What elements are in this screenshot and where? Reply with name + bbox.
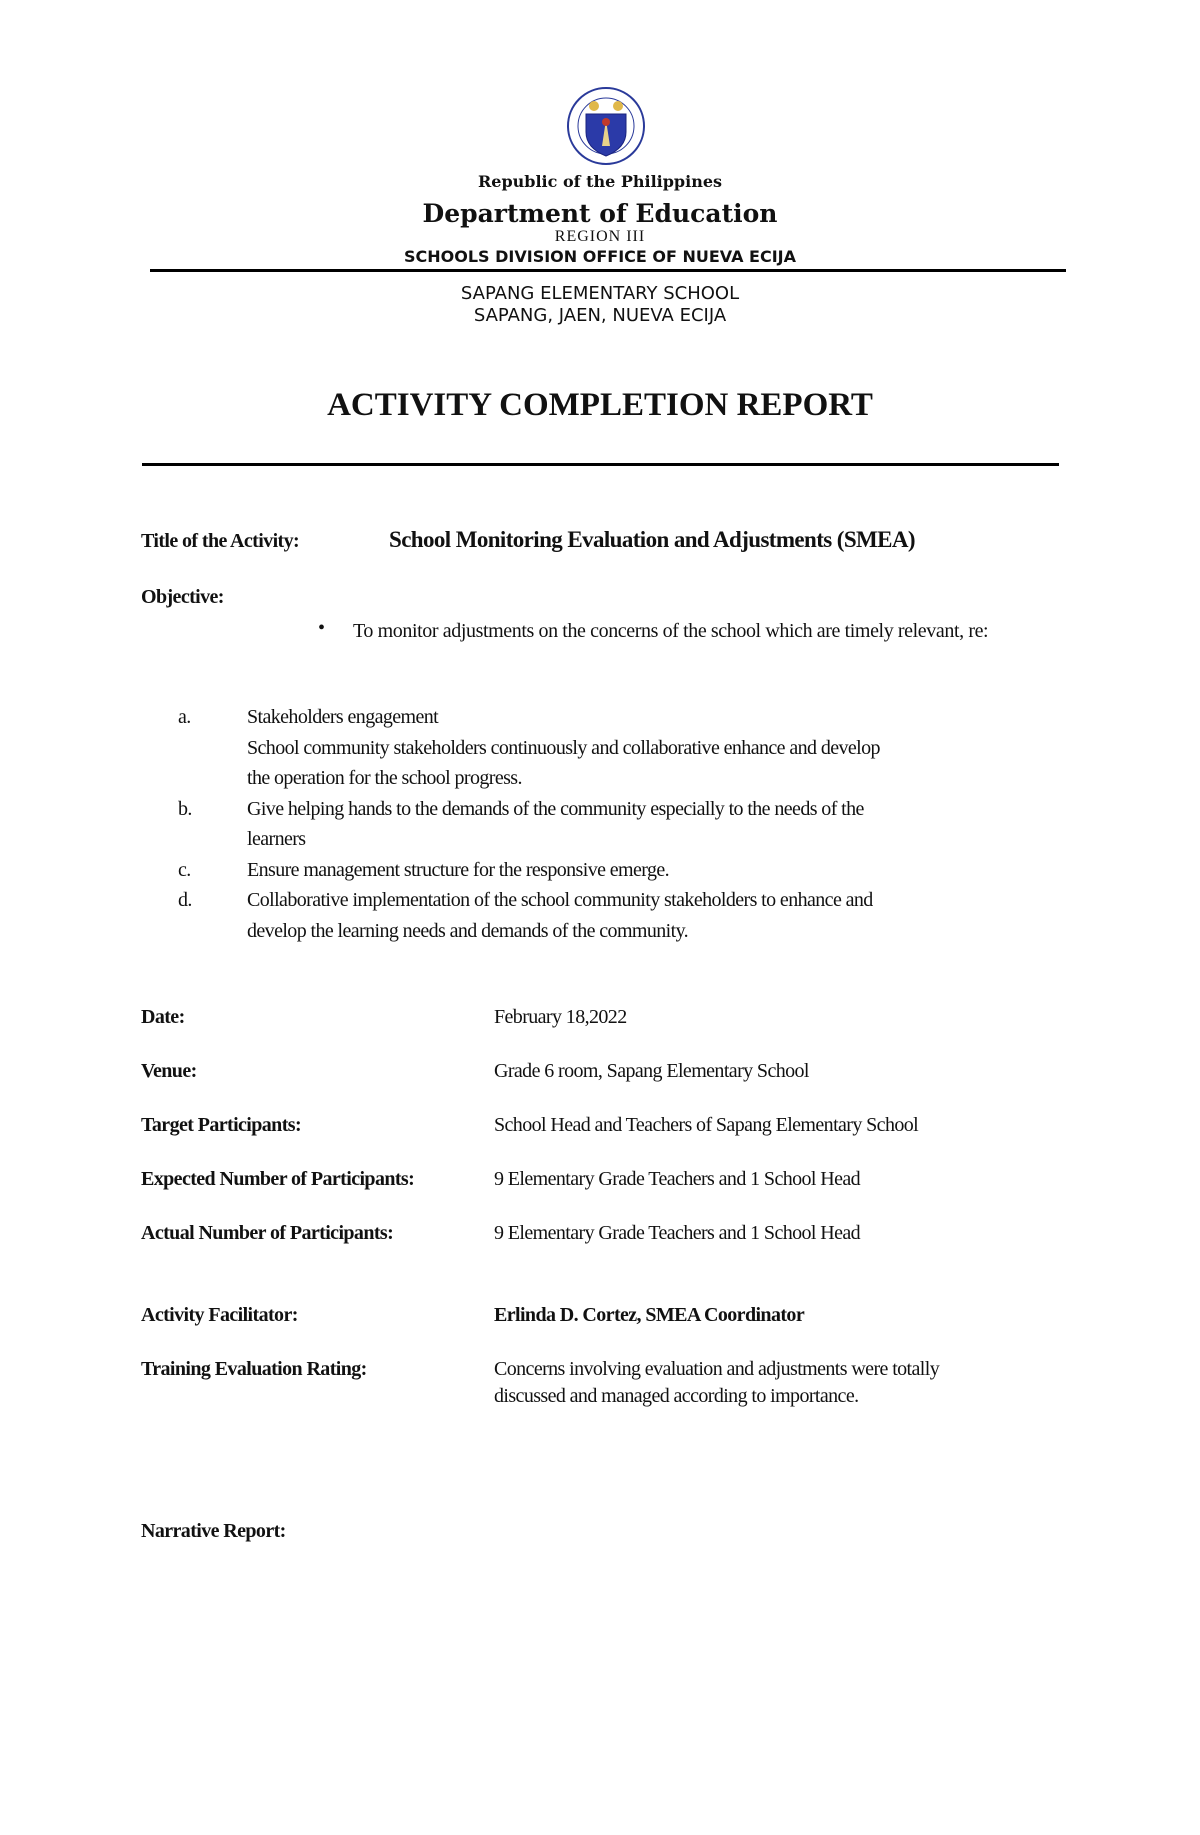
list-item-line: Collaborative implementation of the school community stakeholders to enhance and <box>247 889 873 911</box>
department-name: Department of Education <box>422 199 778 228</box>
division-line: SCHOOLS DIVISION OFFICE OF NUEVA ECIJA <box>403 247 797 266</box>
deped-seal-logo <box>554 86 658 166</box>
field-value: February 18,2022 <box>494 1006 627 1028</box>
list-item-line: learners <box>247 828 306 850</box>
field-label: Target Participants: <box>141 1114 302 1136</box>
objective-label: Objective: <box>141 586 224 608</box>
list-item-line: the operation for the school progress. <box>247 767 522 789</box>
field-label: Date: <box>141 1006 185 1028</box>
activity-label: Title of the Activity: <box>141 530 300 552</box>
report-title: ACTIVITY COMPLETION REPORT <box>327 387 873 423</box>
narrative-label: Narrative Report: <box>141 1520 286 1542</box>
list-item-line: Give helping hands to the demands of the community especially to the needs of the <box>247 797 864 820</box>
field-value: School Head and Teachers of Sapang Elementary School <box>494 1114 919 1136</box>
field-label: Actual Number of Participants: <box>141 1222 394 1244</box>
list-letter: c. <box>178 858 191 881</box>
field-label: Training Evaluation Rating: <box>141 1358 367 1380</box>
region-line: REGION III <box>554 228 646 245</box>
list-item-line: Stakeholders engagement <box>247 706 439 728</box>
objective-bullet: To monitor adjustments on the concerns of the school which are timely relevant, re: <box>353 620 989 642</box>
header-divider <box>150 269 1066 272</box>
list-item-line: School community stakeholders continuously and collaborative enhance and develop <box>247 736 880 759</box>
title-divider <box>142 463 1059 466</box>
field-value: discussed and managed according to importance. <box>494 1385 859 1407</box>
school-name: SAPANG ELEMENTARY SCHOOL <box>460 283 740 304</box>
school-address: SAPANG, JAEN, NUEVA ECIJA <box>473 305 727 326</box>
list-item-line: develop the learning needs and demands of the community. <box>247 919 689 942</box>
field-label: Activity Facilitator: <box>141 1304 298 1326</box>
field-value: 9 Elementary Grade Teachers and 1 School Head <box>494 1222 861 1244</box>
list-letter: b. <box>178 797 192 820</box>
activity-value: School Monitoring Evaluation and Adjustments (SMEA) <box>389 527 915 552</box>
list-letter: a. <box>178 706 191 728</box>
list-letter: d. <box>178 889 192 911</box>
republic-line: Republic of the Philippines <box>477 172 723 191</box>
field-label: Venue: <box>141 1060 197 1082</box>
field-value: 9 Elementary Grade Teachers and 1 School Head <box>494 1168 861 1190</box>
bullet-icon: • <box>318 617 326 639</box>
field-value: Concerns involving evaluation and adjustments were totally <box>494 1358 940 1380</box>
field-value: Erlinda D. Cortez, SMEA Coordinator <box>494 1304 805 1326</box>
field-label: Expected Number of Participants: <box>141 1168 415 1190</box>
field-value: Grade 6 room, Sapang Elementary School <box>494 1060 809 1082</box>
list-item-line: Ensure management structure for the responsive emerge. <box>247 858 670 881</box>
